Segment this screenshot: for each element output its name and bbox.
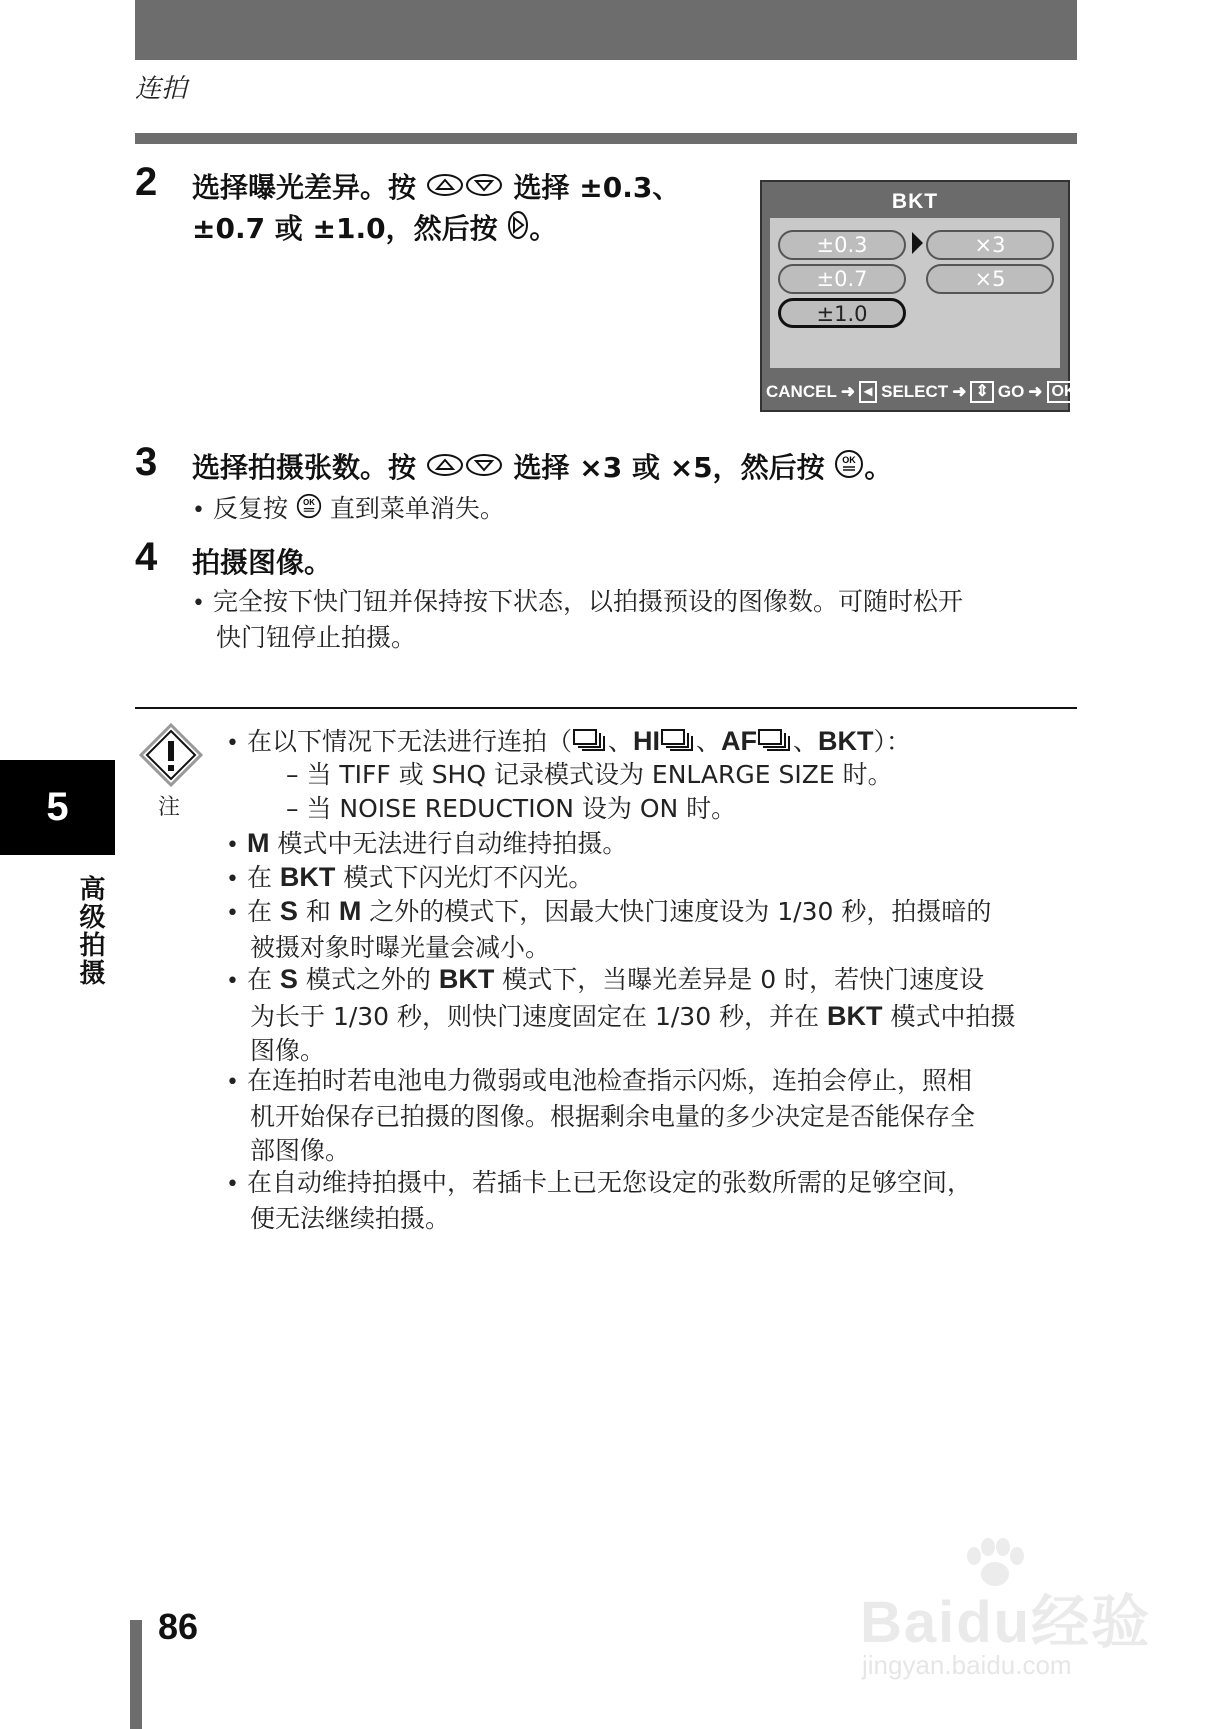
note-intro-af: AF	[720, 726, 757, 756]
step-3-text-a: 选择拍摄张数。按	[192, 451, 417, 484]
ok-button-icon	[834, 449, 864, 490]
chapter-label: 高级拍摄	[75, 875, 105, 987]
sequential-shooting-icon	[757, 726, 793, 760]
lcd-footer	[766, 378, 1076, 406]
bullet-dot: •	[226, 833, 239, 858]
note-item-bkt	[226, 860, 593, 897]
bullet-dot: •	[226, 731, 239, 756]
bullet-dot: •	[226, 1172, 239, 1197]
step-4-bullet-line2: 快门钮停止拍摄。	[216, 623, 417, 652]
page-number: 86	[158, 1606, 199, 1647]
step-3-bullet-a: 反复按	[212, 494, 288, 523]
lcd-option-0.3[interactable]: ±0.3	[778, 230, 906, 260]
mode-s-label: S	[279, 964, 298, 994]
lcd-ok-button: OK	[1047, 381, 1081, 403]
step-3-bullet	[192, 492, 505, 528]
lcd-go-label: GO	[997, 382, 1025, 401]
note-sub-2: – 当 NOISE REDUCTION 设为 ON 时。	[286, 794, 737, 823]
lcd-cancel-label: CANCEL	[766, 382, 837, 401]
lcd-pointer-icon	[912, 232, 923, 254]
note-item-s	[226, 962, 1086, 1068]
note-item-m-text: 模式中无法进行自动维持拍摄。	[277, 829, 628, 858]
ok-button-icon	[296, 493, 322, 528]
note-item-sm-line2: 被摄对象时曝光量会减小。	[250, 933, 551, 962]
note-intro-a: 在以下情况下无法进行连拍（	[246, 727, 572, 756]
arrow-right-icon: ➜	[1028, 382, 1043, 401]
note-item-bkt-pre: 在	[246, 863, 272, 892]
bullet-dot: •	[226, 1070, 239, 1095]
note-item-s-line2a: 为长于 1/30 秒，则快门速度固定在 1/30 秒，并在	[250, 1002, 820, 1031]
warning-diamond-icon	[138, 722, 204, 792]
lcd-panel	[770, 218, 1060, 368]
page-bar	[130, 1620, 142, 1729]
note-item-battery	[226, 1064, 1086, 1168]
step-4-bullet	[192, 585, 1082, 655]
note-item-sm-pre: 在	[246, 897, 272, 926]
camera-lcd-screen	[760, 180, 1076, 412]
note-item-bkt-text: 模式下闪光灯不闪光。	[343, 863, 594, 892]
step-2-text-c: ±0.7 或 ±1.0，然后按	[192, 212, 498, 245]
note-item-s-mid: 模式之外的	[305, 965, 431, 994]
bullet-dot: •	[192, 591, 205, 616]
step-3-text-b: 选择 ×3 或 ×5，然后按	[513, 451, 825, 484]
note-intro-sep: 、	[695, 727, 721, 756]
header-bar	[135, 0, 1077, 60]
note-item-card-line1: 在自动维持拍摄中，若插卡上已无您设定的张数所需的足够空间，	[246, 1168, 972, 1197]
step-3-bullet-b: 直到菜单消失。	[329, 494, 505, 523]
mode-bkt-label: BKT	[279, 862, 336, 892]
bullet-dot: •	[192, 498, 205, 523]
mode-bkt-label: BKT	[827, 1001, 883, 1031]
up-down-arrow-buttons-icon	[426, 449, 504, 489]
section-title: 连拍	[135, 74, 188, 104]
note-item-battery-line2: 机开始保存已拍摄的图像。根据剩余电量的多少决定是否能保存全	[250, 1102, 976, 1131]
note-rule	[135, 707, 1077, 709]
bullet-dot: •	[226, 901, 239, 926]
svg-text:OK: OK	[842, 454, 857, 465]
step-2-text-a: 选择曝光差异。按	[192, 171, 417, 204]
lcd-option-0.7[interactable]: ±0.7	[778, 264, 906, 294]
note-item-m	[226, 826, 627, 863]
step-4-bullet-line1: 完全按下快门钮并保持按下状态，以拍摄预设的图像数。可随时松开	[212, 587, 963, 616]
note-label: 注	[158, 795, 181, 820]
svg-text:OK: OK	[303, 497, 315, 507]
note-intro-bkt: BKT	[818, 726, 874, 756]
bullet-dot: •	[226, 867, 239, 892]
watermark-main: Baidu经验	[860, 1590, 1152, 1655]
note-item-sm-line1: 之外的模式下，因最大快门速度设为 1/30 秒，拍摄暗的	[369, 897, 992, 926]
step-2-text	[192, 168, 680, 251]
up-down-arrow-buttons-icon	[426, 169, 504, 209]
step-3-number: 3	[135, 440, 158, 484]
arrow-right-icon: ➜	[952, 382, 967, 401]
left-button-icon: ◂	[859, 381, 877, 403]
chapter-tab: 5	[0, 760, 115, 855]
bullet-dot: •	[226, 969, 239, 994]
step-4-number: 4	[135, 535, 158, 579]
note-item-sm	[226, 894, 1086, 965]
step-4-text: 拍摄图像。	[192, 546, 333, 579]
note-item-card	[226, 1166, 1086, 1236]
mode-m-label: M	[338, 896, 362, 926]
arrow-right-icon: ➜	[840, 382, 856, 401]
step-3-text-c: 。	[864, 451, 893, 484]
lcd-option-x3[interactable]: ×3	[926, 230, 1054, 260]
lcd-title: BKT	[891, 190, 939, 213]
note-item-s-line1: 模式下，当曝光差异是 0 时，若快门速度设	[502, 965, 985, 994]
note-item-battery-line1: 在连拍时若电池电力微弱或电池检查指示闪烁，连拍会停止，照相	[246, 1066, 972, 1095]
lcd-option-1.0[interactable]: ±1.0	[778, 298, 906, 328]
note-intro-sep: 、	[792, 727, 818, 756]
step-2-text-d: 。	[529, 212, 558, 245]
lcd-select-label: SELECT	[881, 382, 949, 401]
note-sub-1: – 当 TIFF 或 SHQ 记录模式设为 ENLARGE SIZE 时。	[286, 760, 893, 789]
mode-bkt-label: BKT	[438, 964, 495, 994]
sequential-shooting-icon	[660, 726, 696, 760]
section-rule	[135, 133, 1077, 144]
note-item-card-line2: 便无法继续拍摄。	[250, 1204, 451, 1233]
note-intro-hi: HI	[632, 726, 660, 756]
mode-s-label: S	[279, 896, 298, 926]
note-item-battery-line3: 部图像。	[250, 1136, 351, 1165]
note-intro-sep: 、	[607, 727, 633, 756]
lcd-option-x5[interactable]: ×5	[926, 264, 1054, 294]
right-arrow-button-icon	[507, 210, 529, 251]
step-2-number: 2	[135, 160, 158, 204]
step-2-text-b: 选择 ±0.3、	[513, 171, 681, 204]
note-item-s-line2b: 模式中拍摄	[890, 1002, 1016, 1031]
watermark-sub: jingyan.baidu.com	[862, 1650, 1072, 1680]
note-item-s-line3: 图像。	[250, 1036, 326, 1065]
note-item-s-pre: 在	[246, 965, 272, 994]
note-intro-end: ）：	[873, 727, 912, 756]
note-intro	[226, 724, 911, 761]
note-item-sm-mid: 和	[305, 897, 331, 926]
sequential-shooting-icon	[572, 726, 608, 760]
arrow-pad-icon: ⇕	[970, 381, 993, 403]
step-3-text	[192, 448, 892, 490]
mode-m-label: M	[246, 828, 270, 858]
